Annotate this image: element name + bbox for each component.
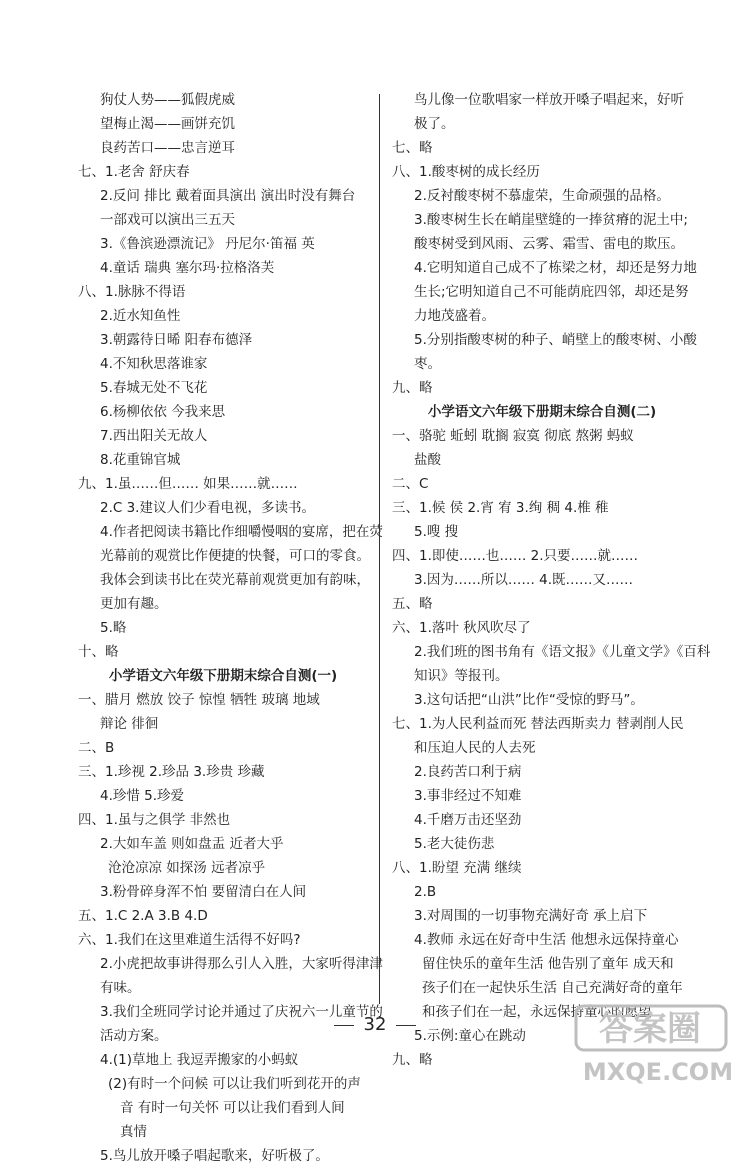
column-divider [379,94,380,1004]
answer-line: 力地茂盛着。 [414,308,495,324]
section-title: 小学语文六年级下册期末综合自测(一) [108,668,338,684]
answer-line: 3.这句话把“山洪”比作“受惊的野马”。 [414,692,644,708]
answer-line: 3.《鲁滨逊漂流记》 丹尼尔·笛福 英 [100,236,315,252]
right-column [392,88,711,1072]
answer-line: 八、1.盼望 充满 继续 [392,860,522,876]
answer-line: 真情 [120,1124,147,1140]
answer-line: 望梅止渴——画饼充饥 [100,116,235,132]
answer-line: 3.酸枣树生长在峭崖壁缝的一捧贫瘠的泥土中; [414,212,688,228]
answer-line: 三、1.珍视 2.珍品 3.珍贵 珍藏 [78,764,265,780]
answer-line: 沧沧凉凉 如探汤 远者凉乎 [108,860,266,876]
answer-line: 6.杨柳依依 今我来思 [100,404,226,420]
answer-line: 极了。 [414,116,455,132]
answer-line: 光幕前的观赏比作便捷的快餐，可口的零食。 [100,548,370,564]
answer-line: 六、1.落叶 秋风吹尽了 [392,620,531,636]
answer-line: 4.(1)草地上 我逗弄搬家的小蚂蚁 [100,1052,299,1068]
answer-line: 二、C [392,476,429,492]
watermark-top-text: 答案圈 [599,1009,701,1049]
answer-line: 4.不知秋思落谁家 [100,356,208,372]
answer-line: 5.鸟儿放开嗓子唱起歌来，好听极了。 [100,1148,329,1164]
answer-line: 5.示例:童心在跳动 [414,1028,526,1044]
answer-line: 5.分别指酸枣树的种子、峭壁上的酸枣树、小酸 [414,332,697,348]
answer-line: 2.小虎把故事讲得那么引人入胜，大家听得津津 [100,956,383,972]
answer-line: 活动方案。 [100,1028,168,1044]
answer-line: 盐酸 [414,452,441,468]
answer-line: 知识》等报刊。 [414,668,509,684]
answer-line: 2.近水知鱼性 [100,308,181,324]
answer-line: 七、1.老舍 舒庆春 [78,164,190,180]
answer-line: 和孩子们在一起，永远保持童心的愿望 [422,1004,652,1020]
answer-line: 鸟儿像一位歌唱家一样放开嗓子唱起来，好听 [414,92,684,108]
footer-dash-right [396,1025,416,1026]
answer-line: 七、1.为人民利益而死 替法西斯卖力 替剥削人民 [392,716,684,732]
answer-line: 有味。 [100,980,141,996]
answer-line: 九、略 [392,1052,433,1068]
watermark-logo [570,1000,745,1088]
answer-line: 二、B [78,740,115,756]
answer-line: 留住快乐的童年生活 他告别了童年 成天和 [422,956,674,972]
answer-line: 四、1.即使……也…… 2.只要……就…… [392,548,639,564]
answer-line: 我体会到读书比在荧光幕前观赏更加有韵味， [100,572,370,588]
answer-line: 7.西出阳关无故人 [100,428,208,444]
answer-line: 九、略 [392,380,433,396]
answer-line: 生长;它明知道自己不可能荫庇四邻，却还是努 [414,284,689,300]
answer-line: 三、1.候 侯 2.宵 宥 3.绚 稠 4.椎 稚 [392,500,609,516]
answer-line: 八、1.脉脉不得语 [78,284,186,300]
answer-line: 3.朝露待日晞 阳春布德泽 [100,332,253,348]
answer-line: 3.因为……所以…… 4.既……又…… [414,572,634,588]
answer-line: 十、略 [78,644,119,660]
answer-line: 一、骆驼 蚯蚓 耽搁 寂寞 彻底 熬粥 蚂蚁 [392,428,634,444]
answer-line: 五、1.C 2.A 3.B 4.D [78,908,208,924]
answer-line: 孩子们在一起快乐生活 自己充满好奇的童年 [422,980,683,996]
answer-line: 3.我们全班同学讨论并通过了庆祝六一儿童节的 [100,1004,383,1020]
answer-line: 狗仗人势——狐假虎威 [100,92,235,108]
answer-line: 4.它明知道自己成不了栋梁之材，却还是努力地 [414,260,697,276]
answer-line: 六、1.我们在这里难道生活得不好吗? [78,932,301,948]
answer-line: 更加有趣。 [100,596,168,612]
answer-line: 4.珍惜 5.珍爱 [100,788,185,804]
answer-line: 七、略 [392,140,433,156]
answer-line: 2.大如车盖 则如盘盂 近者大乎 [100,836,284,852]
answer-line: 5.老大徒伤悲 [414,836,495,852]
answer-line: 3.粉骨碎身浑不怕 要留清白在人间 [100,884,307,900]
page-number: 32 [363,1014,387,1035]
answer-line: 2.B [414,884,437,900]
answer-line: 3.对周围的一切事物充满好奇 承上启下 [414,908,648,924]
answer-line: 酸枣树受到风雨、云雾、霜雪、雷电的欺压。 [414,236,684,252]
footer-dash-left [334,1025,354,1026]
answer-line: 8.花重锦官城 [100,452,181,468]
answer-line: 3.事非经过不知难 [414,788,522,804]
answer-line: 5.春城无处不飞花 [100,380,208,396]
answer-line: 2.C 3.建议人们少看电视，多读书。 [100,500,315,516]
answer-line: 2.反问 排比 戴着面具演出 演出时没有舞台 [100,188,356,204]
answer-line: 良药苦口——忠言逆耳 [100,140,235,156]
answer-line: 2.反衬酸枣树不慕虚荣，生命顽强的品格。 [414,188,670,204]
answer-line: 八、1.酸枣树的成长经历 [392,164,540,180]
answer-line: 2.良药苦口利于病 [414,764,522,780]
answer-line: 和压迫人民的人去死 [414,740,536,756]
answer-line: (2)有时一个问候 可以让我们听到花开的声 [108,1076,361,1092]
answer-line: 辩论 徘徊 [100,716,159,732]
answer-line: 五、略 [392,596,433,612]
section-title: 小学语文六年级下册期末综合自测(二) [427,404,657,420]
answer-line: 5.嗖 搜 [414,524,459,540]
answer-line: 4.童话 瑞典 塞尔玛·拉格洛芙 [100,260,275,276]
answer-line: 一部戏可以演出三五天 [100,212,235,228]
answer-line: 4.作者把阅读书籍比作细嚼慢咽的宴席，把在荧 [100,524,383,540]
answer-line: 4.千磨万击还坚劲 [414,812,522,828]
answer-line: 九、1.虽……但…… 如果……就…… [78,476,298,492]
answer-line: 四、1.虽与之俱学 非然也 [78,812,231,828]
answer-line: 一、腊月 燃放 饺子 惊惶 牺牲 玻璃 地域 [78,692,320,708]
answer-line: 2.我们班的图书角有《语文报》《儿童文学》《百科 [414,644,711,660]
answer-line: 枣。 [414,356,441,372]
answer-line: 4.教师 永远在好奇中生活 他想永远保持童心 [414,932,679,948]
answer-line: 5.略 [100,620,127,636]
watermark-bottom-text: MXQE.COM [582,1058,734,1086]
answer-line: 音 有时一句关怀 可以让我们看到人间 [120,1100,345,1116]
